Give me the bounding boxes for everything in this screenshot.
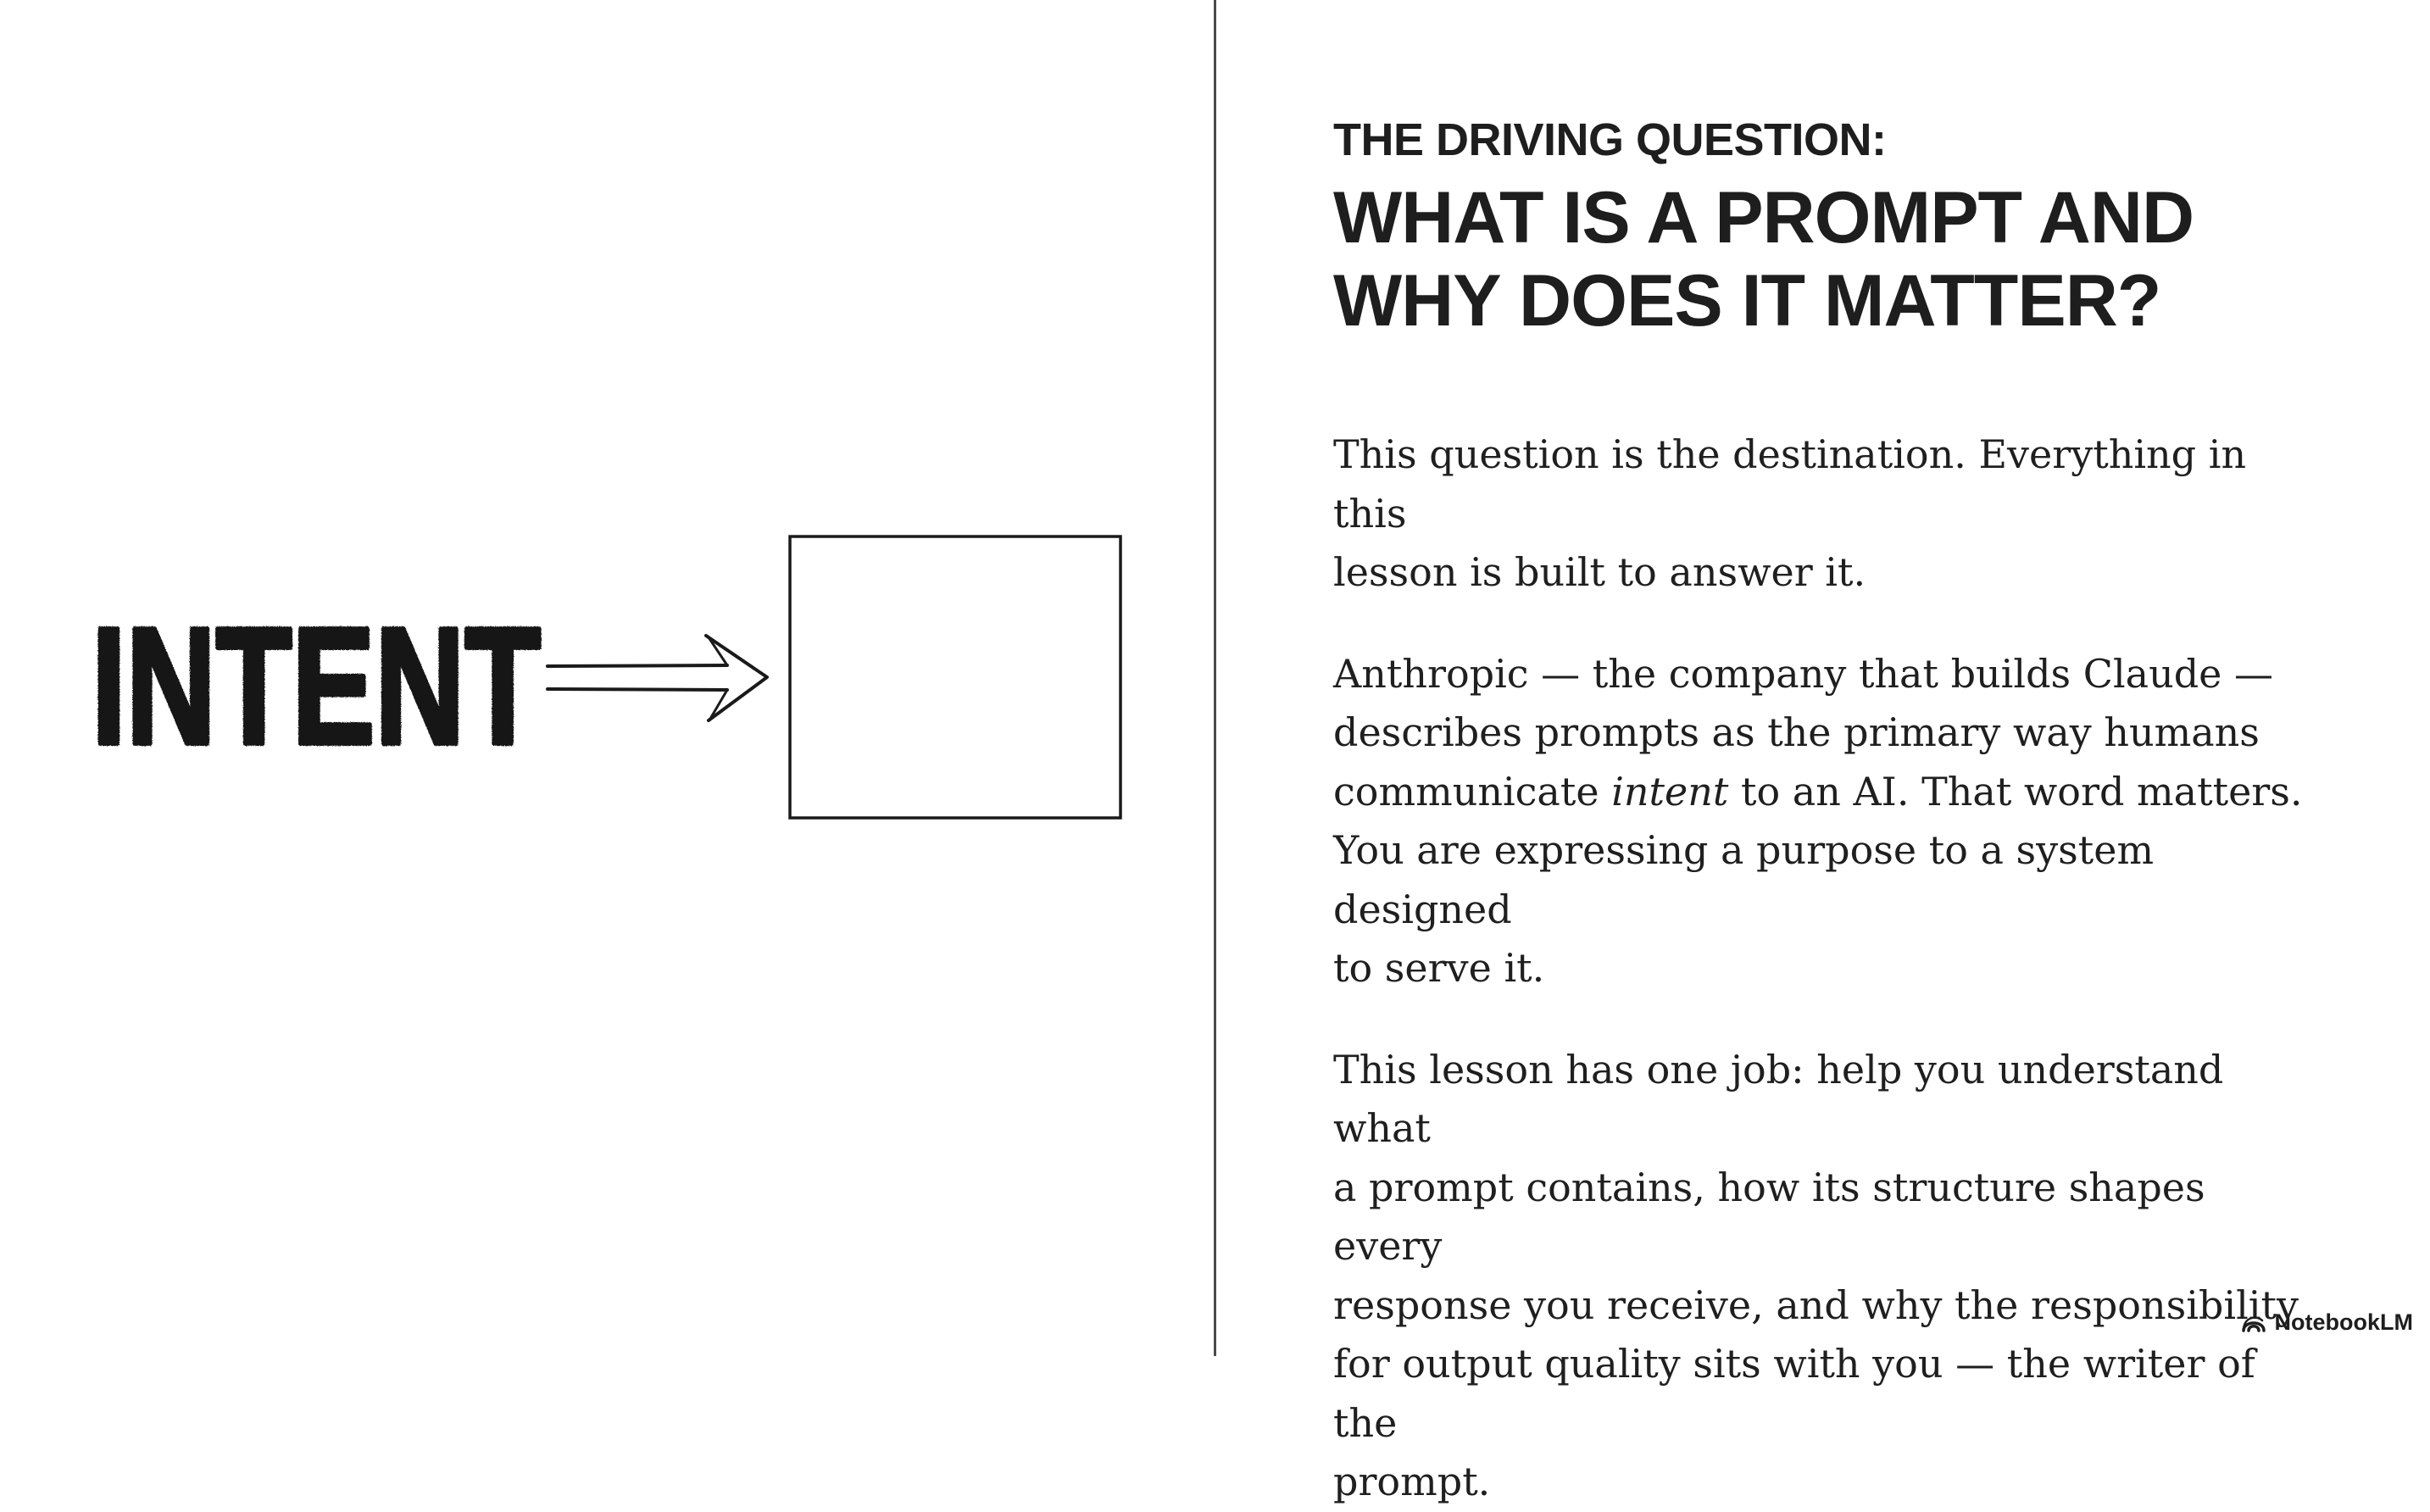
title-line-2: WHY DOES IT MATTER? [1333,260,2161,342]
column-divider [1214,0,1216,1356]
intent-sketch [0,0,1212,1356]
arrow-right-icon [548,636,767,720]
eyebrow-label: THE DRIVING QUESTION: [1333,114,1887,165]
paragraph-line: for output quality sits with you — the writer of the [1333,1341,2255,1446]
notebooklm-brand [2241,1309,2413,1336]
paragraph-line: Anthropic — the company that builds Claude — [1333,650,2274,697]
paragraph-lesson-job [1333,1041,2316,1512]
brand-name: NotebookLM [2274,1309,2413,1335]
notebooklm-logo-icon [2241,1314,2266,1332]
empty-box [790,536,1120,818]
paragraph-line: You are expressing a purpose to a system designed [1333,827,2155,932]
paragraph-anthropic [1333,645,2316,998]
paragraph-line: to serve it. [1333,945,1545,991]
text-column [1333,110,2316,1512]
paragraph-line: This lesson has one job: help you understand what [1333,1046,2224,1151]
paragraph-line: lesson is built to answer it. [1333,549,1866,595]
paragraph-line: This question is the destination. Everything in this [1333,431,2247,536]
paragraph-line-part: communicate [1333,768,1612,814]
title-line-1: WHAT IS A PROMPT AND [1333,177,2194,258]
paragraph-line: prompt. [1333,1459,1491,1504]
paragraph-line: a prompt contains, how its structure shapes every [1333,1164,2205,1269]
page-title [1333,176,2316,342]
paragraph-line: response you receive, and why the responsibility [1333,1281,2299,1328]
intent-emphasis: intent [1611,768,1729,814]
paragraph-line-part: to an AI. That word matters. [1728,768,2303,814]
paragraph-line: describes prompts as the primary way humans [1333,709,2260,755]
intent-illustration [0,0,1212,1356]
paragraph-destination [1333,425,2316,603]
intent-word: INTENT [92,593,541,779]
